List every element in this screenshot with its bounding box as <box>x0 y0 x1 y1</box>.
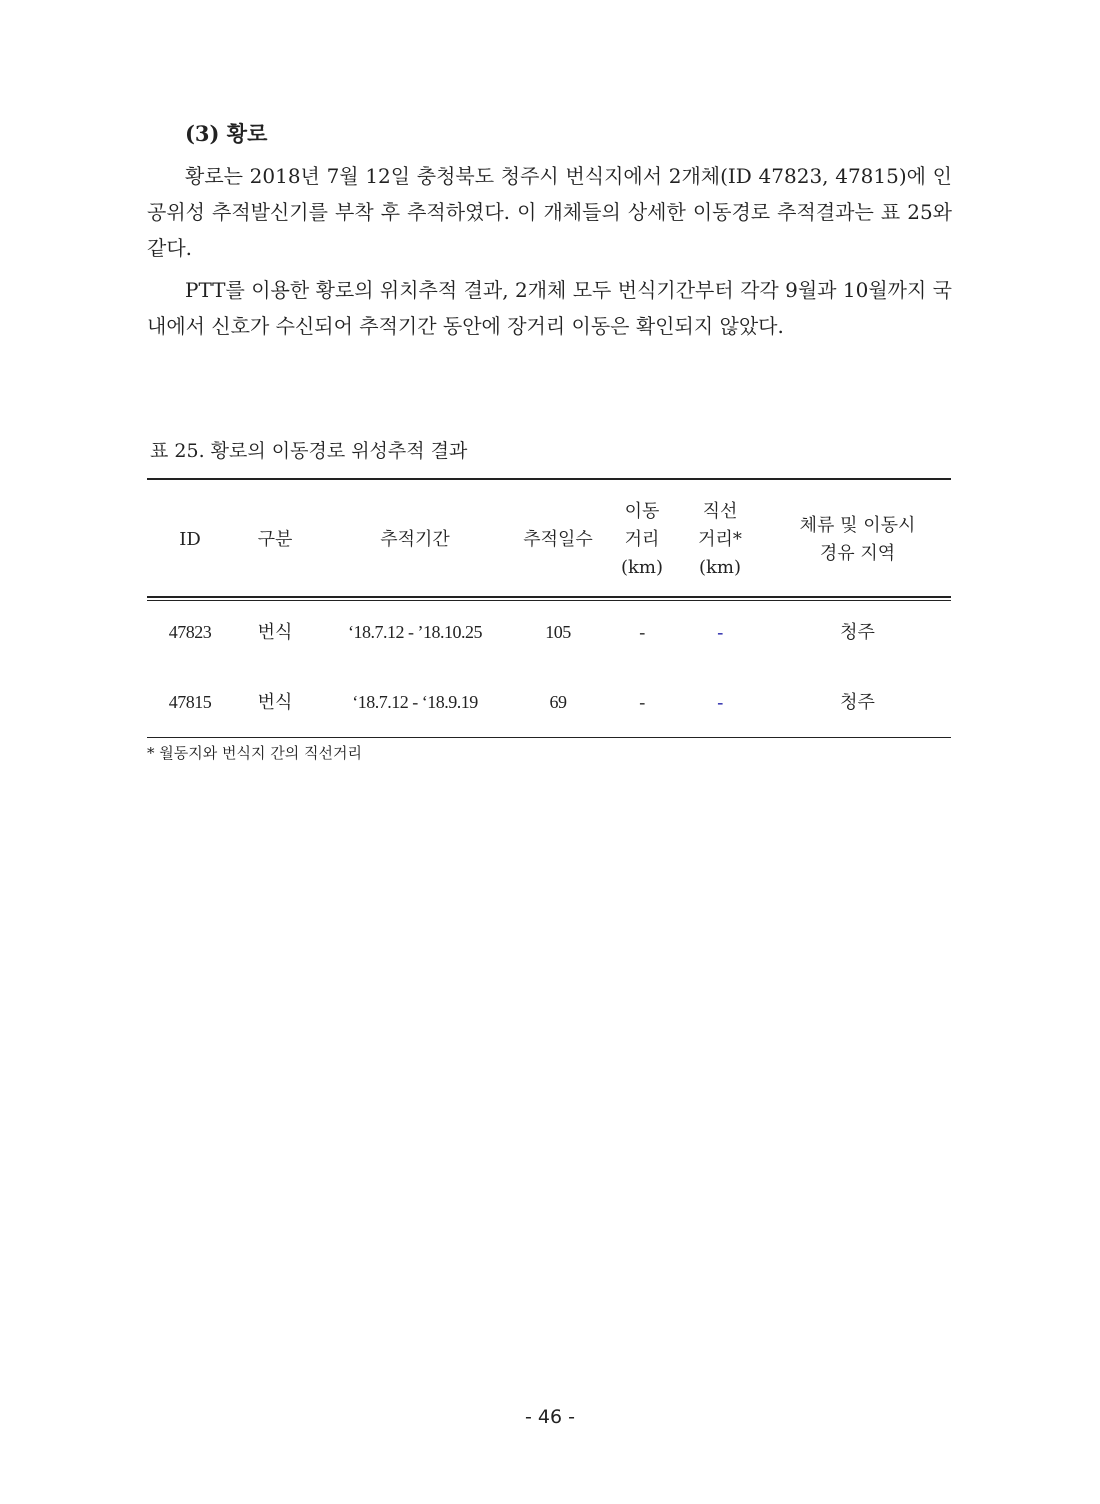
row-2-days: 69 <box>549 692 567 712</box>
row-1-period: ‘18.7.12 - ’18.10.25 <box>348 622 482 642</box>
header-region-2: 경유 지역 <box>819 543 896 564</box>
header-direct-1: 직선 <box>702 501 738 522</box>
row-1-direct: - <box>717 622 723 642</box>
header-double-rule-bottom <box>147 600 951 601</box>
header-direct-2: 거리* <box>698 529 742 550</box>
table-row <box>0 619 1100 647</box>
section-heading: (3) 황로 <box>185 121 268 146</box>
paragraph-2-text: PTT를 이용한 황로의 위치추적 결과, 2개체 모두 번식기간부터 각각 9월과 10월까지 국내에서 신호가 수신되어 추적기간 동안에 장거리 이동은 확인되지 않았다. <box>147 278 952 338</box>
row-1-move: - <box>639 622 645 642</box>
row-2-id: 47815 <box>168 692 212 712</box>
header-id: ID <box>179 529 201 550</box>
row-1-region: 청주 <box>840 622 875 643</box>
header-double-rule-top <box>147 596 951 598</box>
paragraph-1-text: 황로는 2018년 7월 12일 충청북도 청주시 번식지에서 2개체(ID 47823, 47815)에 인공위성 추적발신기를 부착 후 추적하였다. 이 개체들의 상세한 이동경로 추적결과는 표 25와 같다. <box>147 164 952 260</box>
header-move-3: (km) <box>620 557 664 578</box>
row-2-move: - <box>639 692 645 712</box>
header-days: 추적일수 <box>523 529 593 550</box>
table-row <box>0 689 1100 717</box>
paragraph-1 <box>147 158 952 266</box>
header-region-1: 체류 및 이동시 <box>799 515 916 536</box>
header-move-1: 이동 <box>624 501 660 522</box>
row-1-type: 번식 <box>257 622 293 643</box>
row-1-days: 105 <box>545 622 571 642</box>
paragraph-2 <box>147 272 952 344</box>
table-caption: 표 25. 황로의 이동경로 위성추적 결과 <box>150 440 468 462</box>
table-bottom-rule <box>147 737 951 738</box>
header-type: 구분 <box>257 529 293 550</box>
table-top-rule <box>147 478 951 480</box>
row-2-type: 번식 <box>257 692 293 713</box>
table-footnote: * 월동지와 번식지 간의 직선거리 <box>147 744 362 762</box>
page-number: - 46 - <box>525 1406 575 1428</box>
row-1-id: 47823 <box>168 622 212 642</box>
header-period: 추적기간 <box>380 529 450 550</box>
row-2-direct: - <box>717 692 723 712</box>
row-2-region: 청주 <box>840 692 875 713</box>
header-direct-3: (km) <box>698 557 742 578</box>
row-2-period: ‘18.7.12 - ‘18.9.19 <box>352 692 478 712</box>
header-move-2: 거리 <box>624 529 660 550</box>
table-header-row <box>0 498 1100 588</box>
